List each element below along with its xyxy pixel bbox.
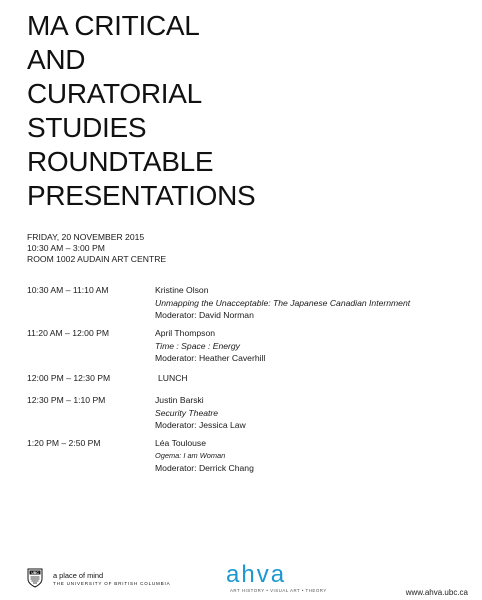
ubc-wordmark <box>53 571 170 587</box>
moderator: Moderator: Derrick Chang <box>155 463 254 473</box>
session-detail <box>155 437 254 475</box>
presentation-title: Security Theatre <box>155 407 219 418</box>
session-time: 12:30 PM – 1:10 PM <box>27 395 106 405</box>
presenter-name: Léa Toulouse <box>155 438 206 448</box>
session-detail <box>155 372 188 385</box>
ubc-logo-text: UBC <box>31 570 39 575</box>
session-detail <box>155 327 265 365</box>
lunch-label: LUNCH <box>158 373 188 383</box>
session-time: 1:20 PM – 2:50 PM <box>27 438 101 448</box>
title-line: ROUNDTABLE <box>27 146 214 177</box>
presentation-title: Time : Space : Energy <box>155 340 240 351</box>
presenter-name: Kristine Olson <box>155 285 209 295</box>
ubc-tagline: a place of mind <box>53 571 104 580</box>
session-time: 12:00 PM – 12:30 PM <box>27 373 111 383</box>
presenter-name: April Thompson <box>155 328 216 338</box>
title-line: PRESENTATIONS <box>27 180 256 211</box>
session-time: 11:20 AM – 12:00 PM <box>27 328 110 338</box>
moderator: Moderator: Heather Caverhill <box>155 353 266 363</box>
moderator: Moderator: Jessica Law <box>155 420 246 430</box>
moderator: Moderator: David Norman <box>155 310 254 320</box>
event-time: 10:30 AM – 3:00 PM <box>27 243 105 253</box>
title-line: MA CRITICAL <box>27 10 200 41</box>
event-location: ROOM 1002 AUDAIN ART CENTRE <box>27 254 167 264</box>
poster-title <box>27 9 255 213</box>
session-detail <box>155 284 410 322</box>
ahva-logo: ahva <box>226 561 287 588</box>
presentation-title: Unmapping the Unacceptable: The Japanese Canadian Internment <box>155 297 411 308</box>
ubc-name: THE UNIVERSITY OF BRITISH COLUMBIA <box>53 581 171 586</box>
ahva-subtitle: ART HISTORY • VISUAL ART • THEORY <box>230 588 327 593</box>
title-line: STUDIES <box>27 112 147 143</box>
event-info <box>27 232 166 265</box>
title-line: CURATORIAL <box>27 78 202 109</box>
session-time: 10:30 AM – 11:10 AM <box>27 285 109 295</box>
presentation-title: Ogema: I am Woman <box>155 450 226 460</box>
ubc-crest-logo <box>27 568 43 588</box>
event-date: FRIDAY, 20 NOVEMBER 2015 <box>27 232 145 242</box>
footer <box>0 560 482 600</box>
title-line: AND <box>27 44 86 75</box>
website-url: www.ahva.ubc.ca <box>405 588 468 597</box>
session-detail <box>155 394 246 432</box>
presenter-name: Justin Barski <box>155 395 204 405</box>
